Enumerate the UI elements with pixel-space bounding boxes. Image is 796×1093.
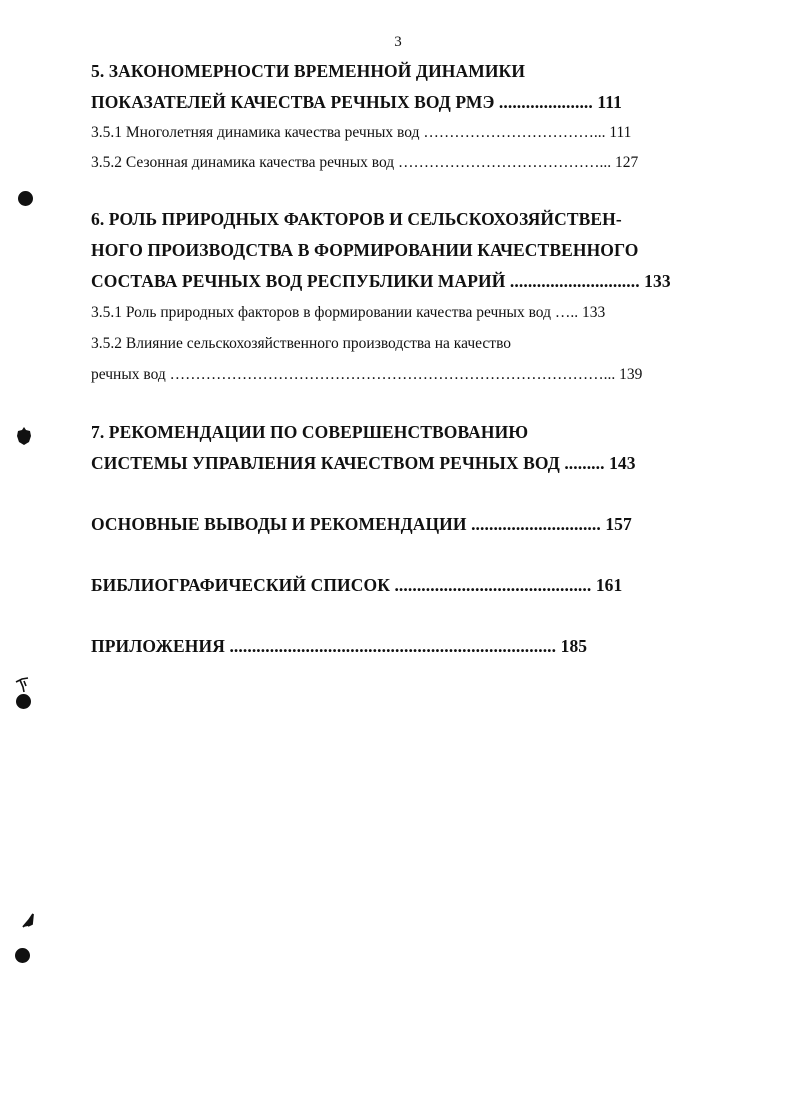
toc-entry-3-5-2-seasonal-dynamics[interactable]: 3.5.2 Сезонная динамика качества речных вод …………………………………... 127: [91, 154, 639, 171]
toc-appendices[interactable]: ПРИЛОЖЕНИЯ ......................................................................... 185: [91, 636, 588, 656]
toc-section-6-title-line-2[interactable]: НОГО ПРОИЗВОДСТВА В ФОРМИРОВАНИИ КАЧЕСТВЕННОГО: [91, 240, 639, 260]
binder-hole-mark: [16, 694, 31, 709]
binder-hole-mark: [15, 948, 30, 963]
toc-section-5-title-line-1[interactable]: 5. ЗАКОНОМЕРНОСТИ ВРЕМЕННОЙ ДИНАМИКИ: [91, 61, 526, 81]
binder-stitch-mark: [20, 912, 36, 930]
toc-conclusions[interactable]: ОСНОВНЫЕ ВЫВОДЫ И РЕКОМЕНДАЦИИ ............................. 157: [91, 514, 632, 534]
binder-hole-mark: [18, 191, 33, 206]
toc-section-5-title-line-2[interactable]: ПОКАЗАТЕЛЕЙ КАЧЕСТВА РЕЧНЫХ ВОД РМЭ ..................... 111: [91, 92, 622, 112]
toc-entry-3-5-2-agriculture-line-2[interactable]: речных вод …………………………………………………………………………... 139: [91, 366, 643, 383]
toc-section-6-title-line-1[interactable]: 6. РОЛЬ ПРИРОДНЫХ ФАКТОРОВ И СЕЛЬСКОХОЗЯЙСТВЕН-: [91, 209, 622, 229]
binder-stitch-mark: [14, 676, 34, 694]
toc-section-7-title-line-1[interactable]: 7. РЕКОМЕНДАЦИИ ПО СОВЕРШЕНСТВОВАНИЮ: [91, 422, 529, 442]
toc-section-6-title-line-3[interactable]: СОСТАВА РЕЧНЫХ ВОД РЕСПУБЛИКИ МАРИЙ ............................. 133: [91, 271, 671, 291]
binder-hole-mark: [15, 425, 33, 447]
toc-section-7-title-line-2[interactable]: СИСТЕМЫ УПРАВЛЕНИЯ КАЧЕСТВОМ РЕЧНЫХ ВОД ......... 143: [91, 453, 636, 473]
toc-bibliography[interactable]: БИБЛИОГРАФИЧЕСКИЙ СПИСОК ............................................ 161: [91, 575, 623, 595]
toc-entry-3-5-2-agriculture-line-1[interactable]: 3.5.2 Влияние сельскохозяйственного производства на качество: [91, 335, 512, 352]
toc-entry-3-5-1-natural-factors[interactable]: 3.5.1 Роль природных факторов в формировании качества речных вод ….. 133: [91, 304, 606, 321]
toc-entry-3-5-1-long-term-dynamics[interactable]: 3.5.1 Многолетняя динамика качества речных вод ……………………………... 111: [91, 124, 632, 141]
page-number: 3: [394, 34, 402, 50]
